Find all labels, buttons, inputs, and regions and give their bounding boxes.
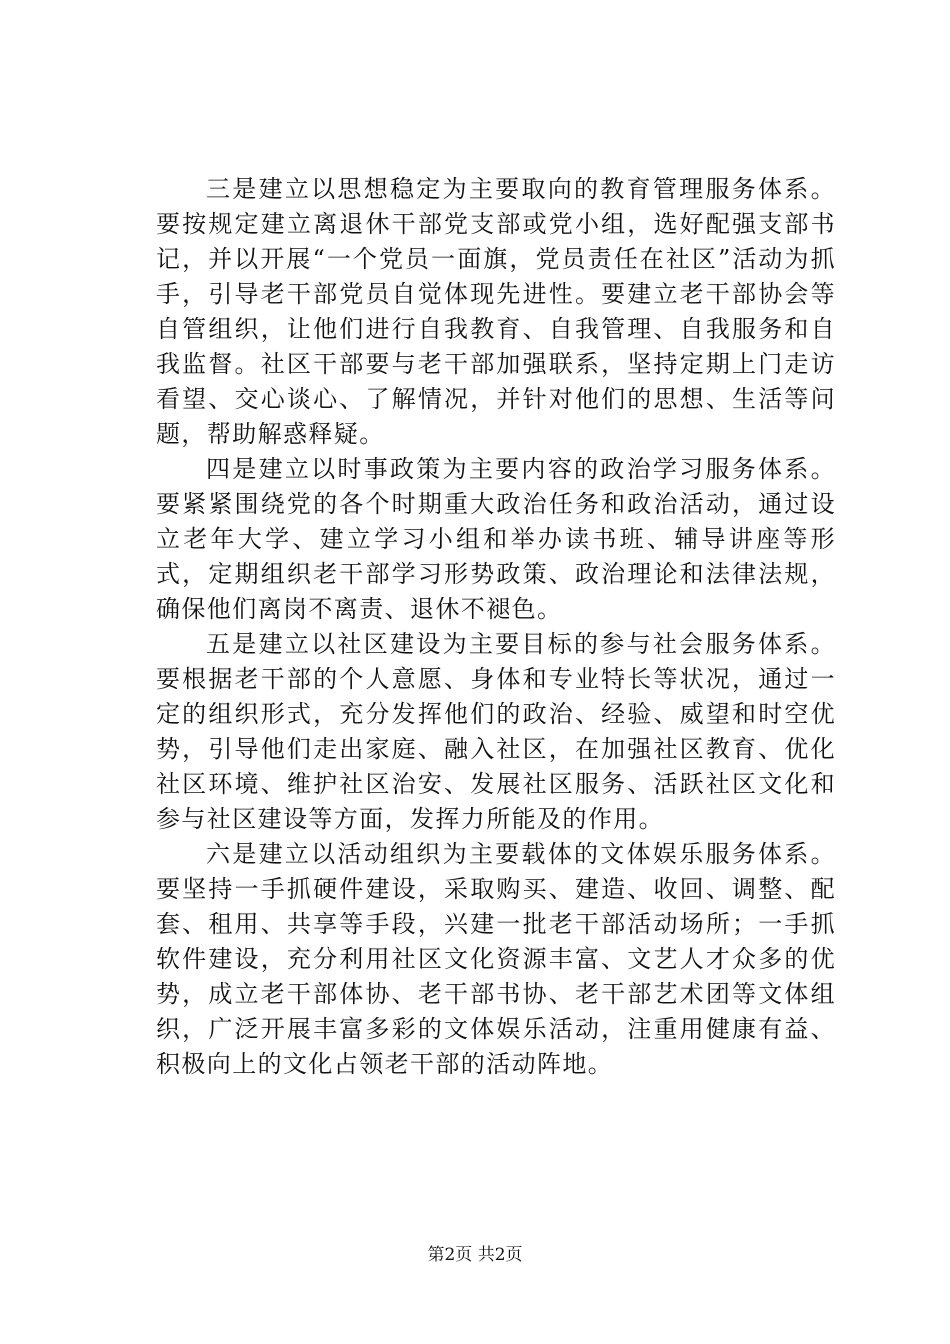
document-body	[156, 172, 836, 1082]
paragraph-1: 三是建立以思想稳定为主要取向的教育管理服务体系。要按规定建立离退休干部党支部或党小组，选好配强支部书记，并以开展“一个党员一面旗，党员责任在社区”活动为抓手，引导老干部党员自觉体现先进性。要建立老干部协会等自管组织，让他们进行自我教育、自我管理、自我服务和自我监督。社区干部要与老干部加强联系，坚持定期上门走访看望、交心谈心、了解情况，并针对他们的思想、生活等问题，帮助解惑释疑。	[156, 175, 836, 448]
paragraph-3: 五是建立以社区建设为主要目标的参与社会服务体系。要根据老干部的个人意愿、身体和专业特长等状况，通过一定的组织形式，充分发挥他们的政治、经验、威望和时空优势，引导他们走出家庭、融入社区，在加强社区教育、优化社区环境、维护社区治安、发展社区服务、活跃社区文化和参与社区建设等方面，发挥力所能及的作用。	[156, 630, 836, 833]
paragraph-2: 四是建立以时事政策为主要内容的政治学习服务体系。要紧紧围绕党的各个时期重大政治任务和政治活动，通过设立老年大学、建立学习小组和举办读书班、辅导讲座等形式，定期组织老干部学习形势政策、政治理论和法律法规，确保他们离岗不离责、退休不褪色。	[156, 455, 836, 623]
page-number-footer: 第2页 共2页	[427, 1245, 523, 1265]
paragraph-4: 六是建立以活动组织为主要载体的文体娱乐服务体系。要坚持一手抓硬件建设，采取购买、建造、收回、调整、配套、租用、共享等手段，兴建一批老干部活动场所；一手抓软件建设，充分利用社区文化资源丰富、文艺人才众多的优势，成立老干部体协、老干部书协、老干部艺术团等文体组织，广泛开展丰富多彩的文体娱乐活动，注重用健康有益、积极向上的文化占领老干部的活动阵地。	[156, 840, 836, 1078]
